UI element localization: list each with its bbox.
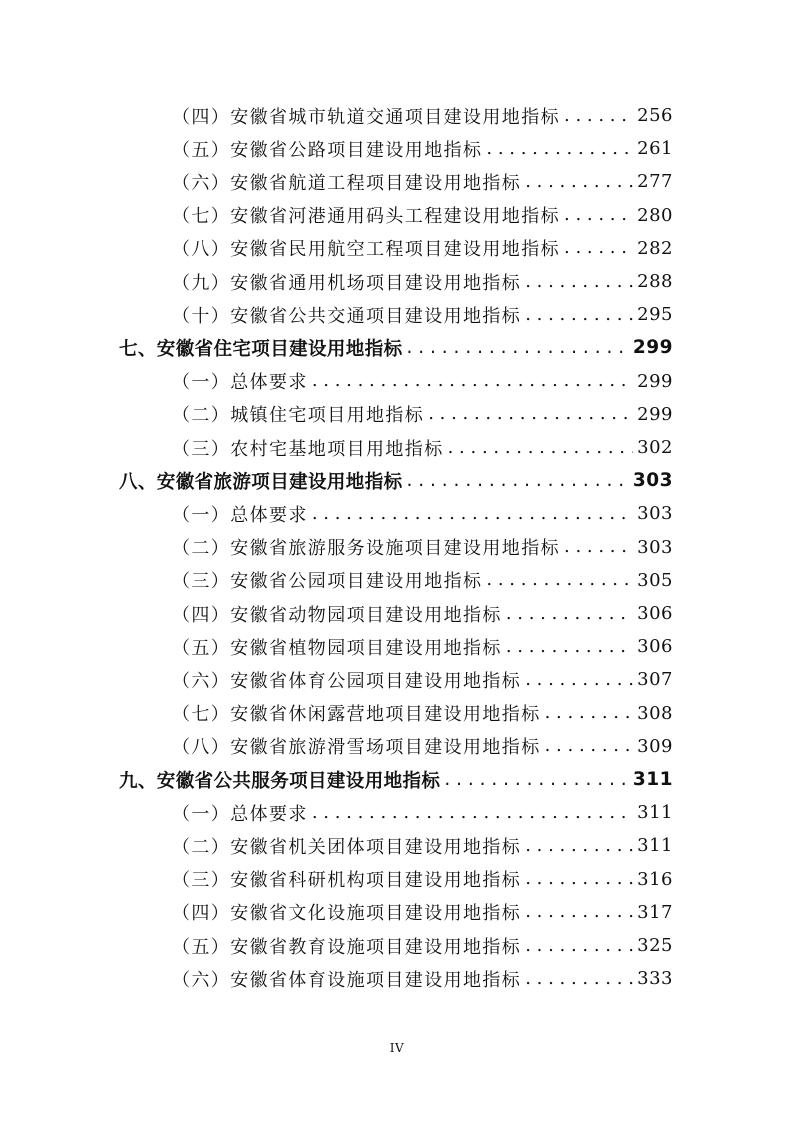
toc-section-entry[interactable] [172,298,673,331]
toc-section-entry[interactable] [172,564,673,597]
toc-entry-label: （八）安徽省民用航空工程项目建设用地指标 [172,239,560,261]
toc-entry-page: 316 [637,868,673,890]
toc-section-entry[interactable] [172,829,673,862]
toc-entry-label: 八、安徽省旅游项目建设用地指标 [119,471,403,493]
toc-leader-dots [525,271,633,293]
toc-entry-page: 317 [637,901,673,923]
toc-leader-dots [407,470,629,492]
toc-section-entry[interactable] [172,199,673,232]
toc-leader-dots [407,337,629,359]
toc-entry-label: （二）城镇住宅项目用地指标 [172,405,425,427]
toc-leader-dots [312,370,633,392]
toc-leader-dots [486,569,633,591]
toc-entry-label: （六）安徽省体育设施项目建设用地指标 [172,969,522,991]
toc-section-entry[interactable] [172,796,673,829]
toc-section-entry[interactable] [172,165,673,198]
toc-section-entry[interactable] [172,265,673,298]
toc-leader-dots [525,968,633,990]
toc-leader-dots [506,636,633,658]
toc-entry-page: 307 [637,669,673,691]
toc-leader-dots [525,868,633,890]
toc-entry-page: 303 [637,503,673,525]
toc-entry-page: 288 [637,271,673,292]
toc-leader-dots [525,901,633,923]
toc-entry-page: 309 [637,735,673,757]
toc-section-entry[interactable] [172,929,673,962]
toc-entry-page: 305 [637,569,673,591]
toc-entry-page: 302 [637,437,673,458]
toc-entry-page: 306 [637,603,673,624]
toc-entry-page: 299 [632,337,673,359]
toc-entry-label: （一）总体要求 [172,803,308,825]
toc-entry-label: 七、安徽省住宅项目建设用地指标 [119,338,403,360]
toc-section-entry[interactable] [172,531,673,564]
toc-entry-label: （四）安徽省动物园项目建设用地指标 [172,604,502,626]
toc-leader-dots [564,105,633,127]
toc-chapter-entry[interactable] [119,763,673,796]
toc-entry-label: （六）安徽省航道工程项目建设用地指标 [172,172,522,194]
toc-section-entry[interactable] [172,497,673,530]
toc-entry-label: （四）安徽省城市轨道交通项目建设用地指标 [172,106,560,128]
toc-entry-page: 280 [637,204,673,226]
toc-section-entry[interactable] [172,398,673,431]
toc-entry-label: （二）安徽省机关团体项目建设用地指标 [172,836,522,858]
toc-section-entry[interactable] [172,597,673,630]
toc-section-entry[interactable] [172,896,673,929]
toc-section-entry[interactable] [172,232,673,265]
toc-entry-page: 325 [637,935,673,956]
toc-leader-dots [525,171,633,193]
toc-section-entry[interactable] [172,863,673,896]
toc-leader-dots [486,138,633,160]
toc-leader-dots [428,403,633,425]
toc-section-entry[interactable] [172,431,673,464]
toc-entry-label: （三）农村宅基地项目用地指标 [172,438,444,460]
toc-entry-page: 282 [637,237,673,259]
toc-leader-dots [448,437,634,459]
toc-chapter-entry[interactable] [119,331,673,364]
toc-leader-dots [545,702,634,724]
toc-section-entry[interactable] [172,663,673,696]
toc-leader-dots [525,835,633,857]
toc-leader-dots [312,503,633,525]
toc-entry-page: 303 [637,536,673,558]
toc-entry-page: 299 [637,370,673,392]
toc-entry-label: （八）安徽省旅游滑雪场项目建设用地指标 [172,737,541,759]
toc-entry-page: 311 [632,769,673,790]
toc-leader-dots [564,536,633,558]
toc-entry-label: （一）总体要求 [172,372,308,394]
toc-section-entry[interactable] [172,365,673,398]
toc-section-entry[interactable] [172,99,673,132]
toc-entry-label: （三）安徽省科研机构项目建设用地指标 [172,870,522,892]
toc-leader-dots [545,735,634,757]
toc-entry-label: （六）安徽省体育公园项目建设用地指标 [172,670,522,692]
toc-entry-label: （三）安徽省公园项目建设用地指标 [172,571,483,593]
toc-entry-page: 295 [637,304,673,326]
toc-leader-dots [506,603,633,625]
page-number-footer: IV [389,1041,405,1055]
toc-entry-page: 306 [637,636,673,658]
toc-entry-page: 311 [637,802,673,824]
toc-section-entry[interactable] [172,630,673,663]
toc-entry-label: （十）安徽省公共交通项目建设用地指标 [172,305,522,327]
toc-section-entry[interactable] [172,962,673,995]
toc-leader-dots [444,769,629,791]
toc-leader-dots [564,237,633,259]
toc-leader-dots [525,669,633,691]
toc-entry-label: （五）安徽省植物园项目建设用地指标 [172,637,502,659]
toc-chapter-entry[interactable] [119,464,673,497]
toc-section-entry[interactable] [172,132,673,165]
toc-entry-page: 311 [637,835,673,857]
toc-entry-page: 333 [637,968,673,990]
toc-entry-page: 277 [637,171,673,193]
toc-leader-dots [525,304,633,326]
toc-entry-label: （七）安徽省河港通用码头工程建设用地指标 [172,206,560,228]
toc-entry-label: （九）安徽省通用机场项目建设用地指标 [172,272,522,294]
toc-entry-page: 261 [637,138,673,160]
toc-section-entry[interactable] [172,697,673,730]
toc-entry-label: （五）安徽省教育设施项目建设用地指标 [172,936,522,958]
toc-entry-label: （二）安徽省旅游服务设施项目建设用地指标 [172,538,560,560]
toc-entry-label: （一）总体要求 [172,504,308,526]
toc-leader-dots [564,204,633,226]
toc-entry-label: 九、安徽省公共服务项目建设用地指标 [119,770,441,792]
toc-leader-dots [312,802,633,824]
toc-entry-label: （七）安徽省休闲露营地项目建设用地指标 [172,704,541,726]
toc-entry-label: （五）安徽省公路项目建设用地指标 [172,139,483,161]
toc-section-entry[interactable] [172,730,673,763]
toc-entry-page: 303 [632,470,673,492]
toc-entry-label: （四）安徽省文化设施项目建设用地指标 [172,903,522,925]
toc-leader-dots [525,935,633,957]
toc-entry-page: 299 [637,403,673,425]
toc-entry-page: 256 [637,105,673,126]
toc-entry-page: 308 [637,702,673,724]
